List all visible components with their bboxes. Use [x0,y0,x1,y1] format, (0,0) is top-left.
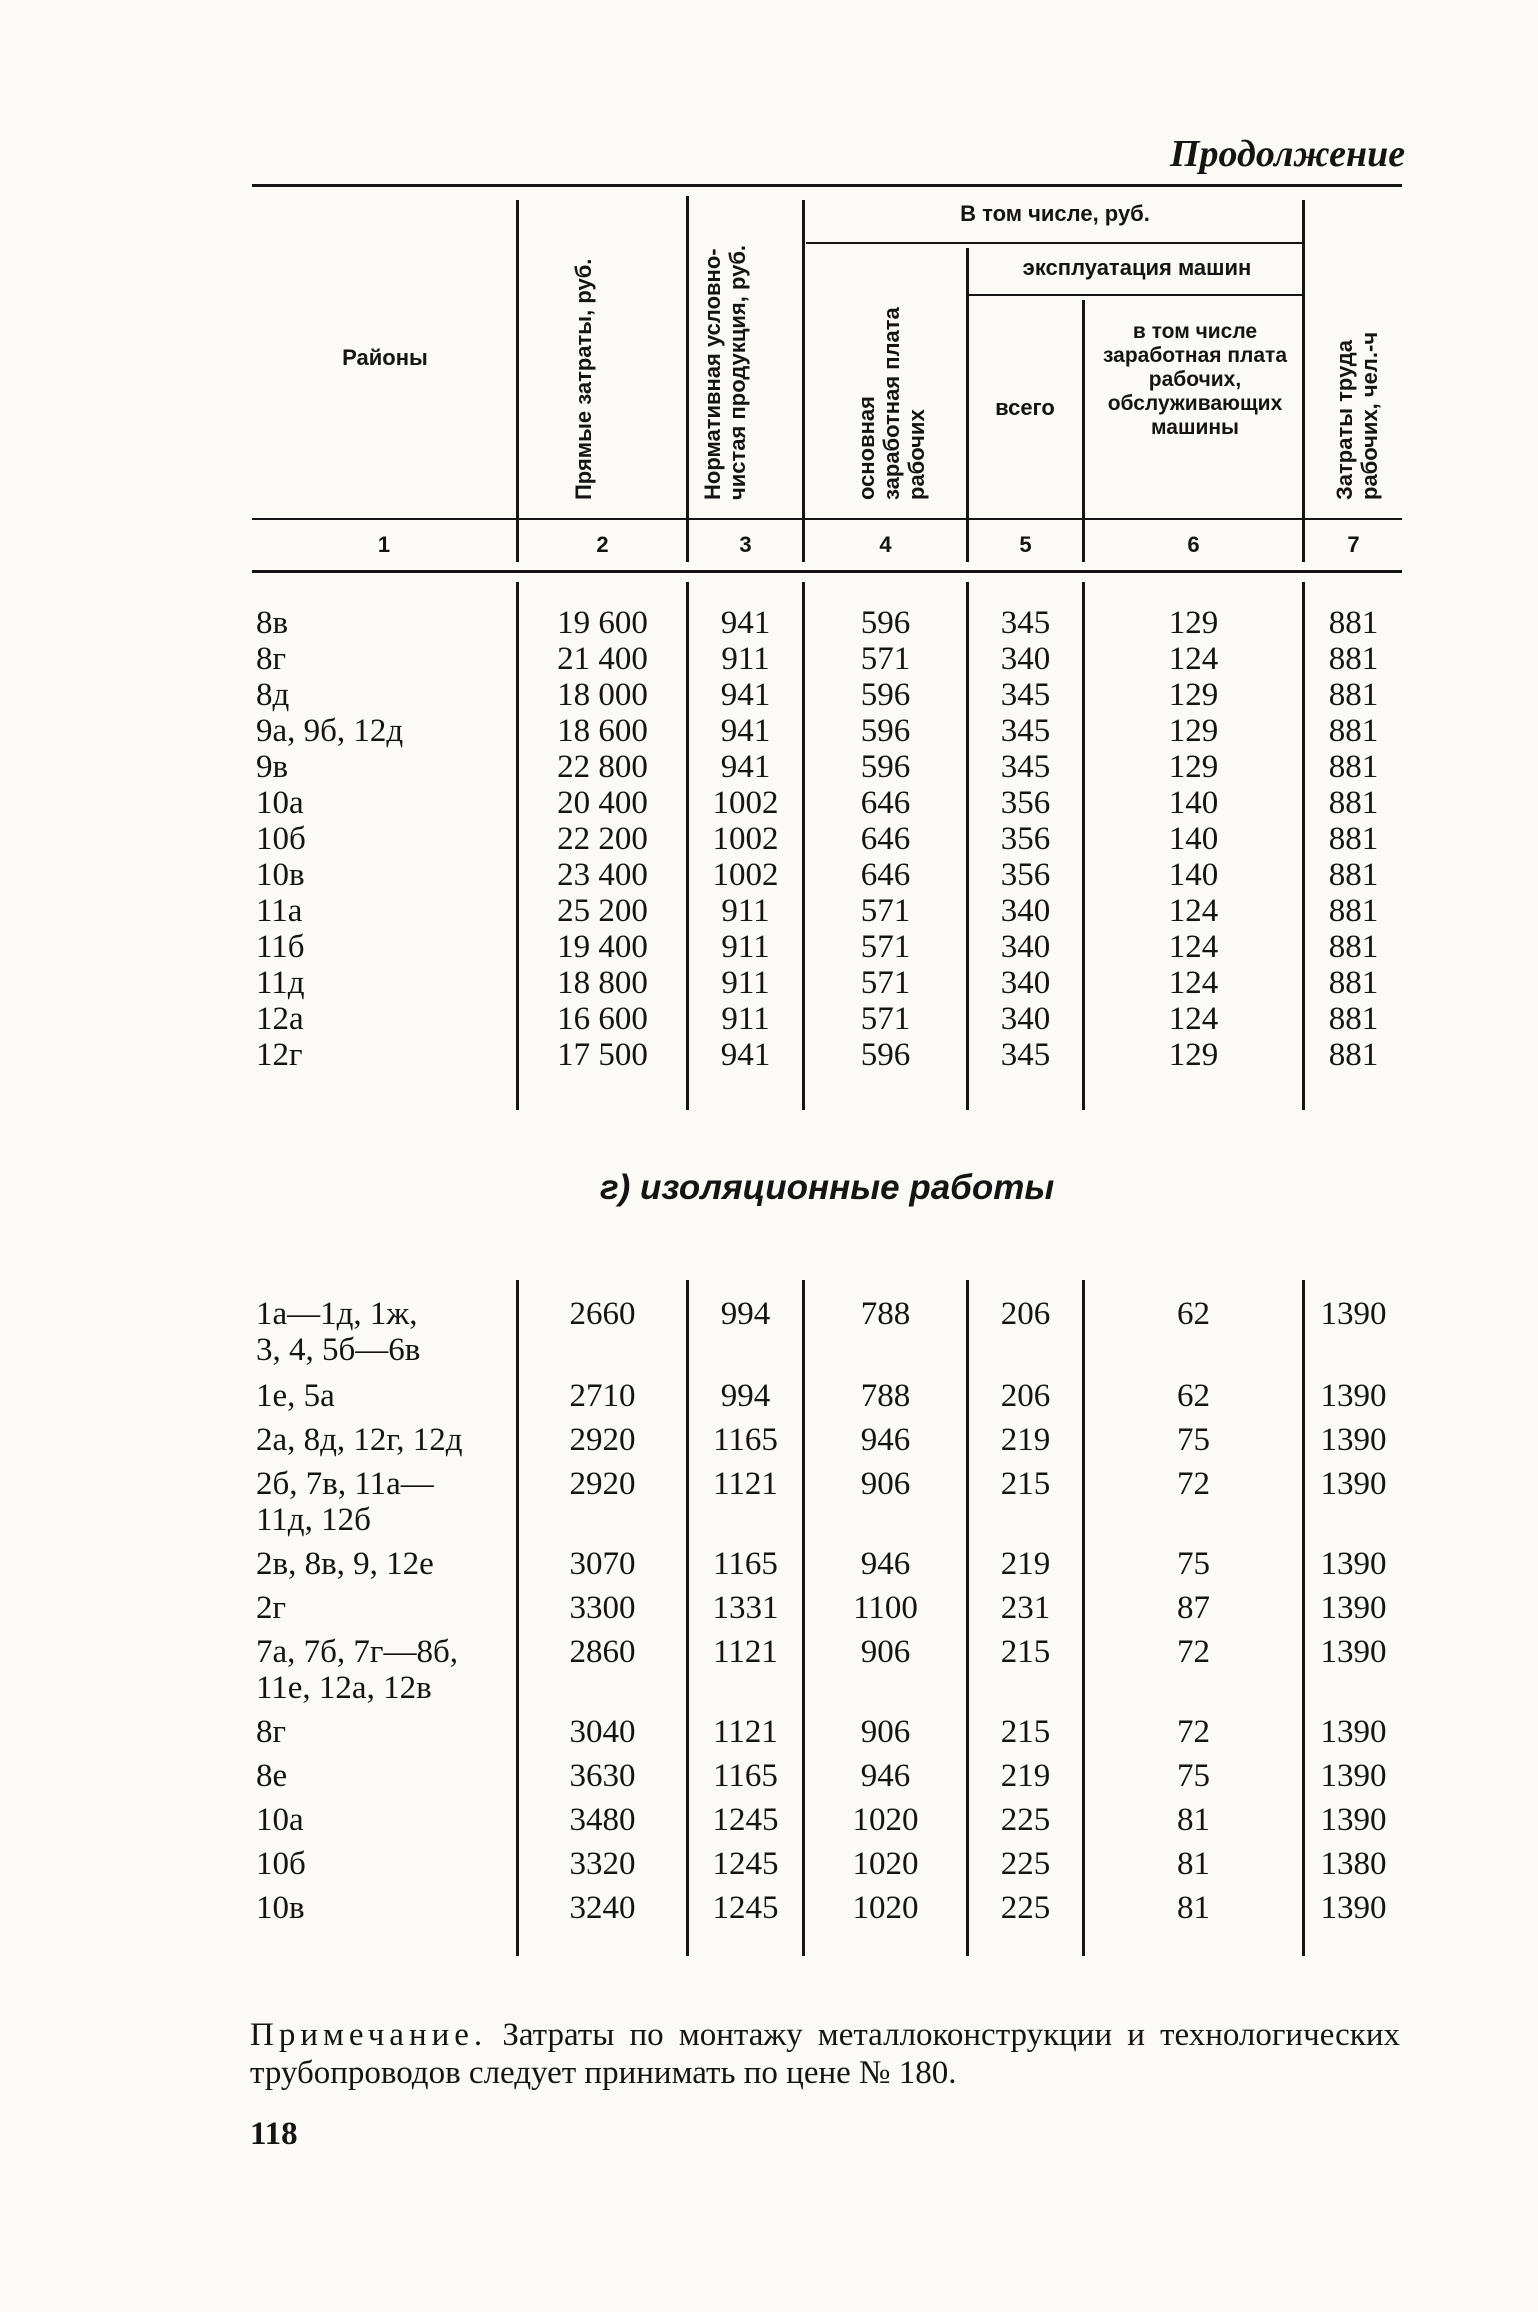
value-cell: 571 [860,929,911,965]
value-cell: 124 [1168,965,1219,1001]
value-cell: 23 400 [557,857,648,893]
region-cell: 11а [256,893,303,929]
value-cell: 881 [1328,929,1379,965]
value-cell: 1245 [712,1802,779,1838]
value-cell: 1020 [852,1802,919,1838]
value-cell: 788 [860,1296,911,1332]
header-total: всего [995,395,1055,420]
value-cell: 124 [1168,1001,1219,1037]
region-cell: 10в [256,1890,305,1926]
value-cell: 1245 [712,1846,779,1882]
value-cell: 18 000 [557,677,648,713]
region-cell: 9а, 9б, 12д [256,713,404,749]
colnum-4: 4 [879,532,892,557]
value-cell: 596 [860,1037,911,1073]
value-cell: 81 [1177,1890,1210,1926]
value-cell: 225 [1000,1890,1051,1926]
value-cell: 1002 [712,857,779,893]
value-cell: 219 [1000,1758,1051,1794]
value-cell: 906 [860,1714,911,1750]
value-cell: 129 [1168,677,1219,713]
value-cell: 1390 [1320,1634,1387,1670]
top-rule [252,184,1402,187]
value-cell: 1390 [1320,1296,1387,1332]
value-cell: 1020 [852,1846,919,1882]
value-cell: 345 [1000,713,1051,749]
value-cell: 356 [1000,785,1051,821]
value-cell: 1002 [712,821,779,857]
value-cell: 911 [721,641,770,677]
value-cell: 2710 [569,1378,636,1414]
region-cell: 12а [256,1001,304,1037]
value-cell: 3240 [569,1890,636,1926]
value-cell: 941 [720,713,771,749]
value-cell: 19 600 [557,605,648,641]
header-bottom-rule [252,518,1402,520]
header-machine-group: эксплуатация машин [1022,255,1252,280]
value-cell: 881 [1328,785,1379,821]
note [250,2016,1400,2092]
value-cell: 3320 [569,1846,636,1882]
value-cell: 906 [860,1466,911,1502]
colnum-3: 3 [739,532,752,557]
value-cell: 72 [1177,1466,1210,1502]
value-cell: 72 [1177,1714,1210,1750]
section-title: г) изоляционные работы [600,1168,1055,1207]
region-cell: 9в [256,749,289,785]
value-cell: 1390 [1320,1422,1387,1458]
hdr-vline-5 [1082,300,1085,562]
value-cell: 3040 [569,1714,636,1750]
value-cell: 124 [1168,893,1219,929]
value-cell: 87 [1177,1590,1210,1626]
value-cell: 911 [721,929,770,965]
value-cell: 219 [1000,1422,1051,1458]
value-cell: 340 [1000,641,1051,677]
value-cell: 1390 [1320,1378,1387,1414]
hdr-vline-3 [802,200,805,562]
value-cell: 62 [1177,1296,1210,1332]
value-cell: 1380 [1320,1846,1387,1882]
value-cell: 2660 [569,1296,636,1332]
header-incl-group: В том числе, руб. [960,201,1150,226]
value-cell: 881 [1328,677,1379,713]
continued-label: Продолжение [1170,133,1406,175]
value-cell: 215 [1000,1714,1051,1750]
value-cell: 941 [720,605,771,641]
region-cell: 10а [256,1802,304,1838]
value-cell: 231 [1000,1590,1051,1626]
region-cell: 2б, 7в, 11а— [256,1466,434,1502]
value-cell: 225 [1000,1802,1051,1838]
value-cell: 81 [1177,1846,1210,1882]
value-cell: 22 800 [557,749,648,785]
value-cell: 596 [860,605,911,641]
value-cell: 3630 [569,1758,636,1794]
region-cell: 2в, 8в, 9, 12е [256,1546,434,1582]
value-cell: 646 [860,785,911,821]
value-cell: 22 200 [557,821,648,857]
value-cell: 129 [1168,713,1219,749]
value-cell: 345 [1000,605,1051,641]
value-cell: 946 [860,1758,911,1794]
value-cell: 345 [1000,749,1051,785]
colnum-7: 7 [1347,532,1360,557]
value-cell: 225 [1000,1846,1051,1882]
value-cell: 1020 [852,1890,919,1926]
region-cell: 8д [256,677,290,713]
value-cell: 1121 [713,1714,778,1750]
region-cell-continued: 11д, 12б [256,1502,371,1538]
region-cell-continued: 3, 4, 5б—6в [256,1332,421,1368]
hdr-vline-6 [1302,200,1305,562]
hdr-vline-1 [516,200,519,562]
value-cell: 1245 [712,1890,779,1926]
region-cell: 8в [256,605,289,641]
value-cell: 340 [1000,965,1051,1001]
region-cell: 12г [256,1037,303,1073]
value-cell: 1165 [713,1758,778,1794]
value-cell: 129 [1168,1037,1219,1073]
value-cell: 18 600 [557,713,648,749]
value-cell: 911 [721,893,770,929]
value-cell: 1390 [1320,1890,1387,1926]
value-cell: 206 [1000,1296,1051,1332]
value-cell: 946 [860,1546,911,1582]
header-labor: Затраты труда рабочих, чел.-ч [1332,331,1382,500]
value-cell: 1121 [713,1466,778,1502]
value-cell: 911 [721,965,770,1001]
value-cell: 881 [1328,1037,1379,1073]
value-cell: 881 [1328,713,1379,749]
colnum-6: 6 [1187,532,1200,557]
value-cell: 906 [860,1634,911,1670]
value-cell: 881 [1328,605,1379,641]
value-cell: 340 [1000,1001,1051,1037]
header-normative-net: Нормативная условно-чистая продукция, руб. [700,244,750,500]
region-cell: 8г [256,641,287,677]
colnum-bottom-rule [252,570,1402,573]
value-cell: 881 [1328,821,1379,857]
value-cell: 215 [1000,1634,1051,1670]
header-basic-wage: основная заработная плата рабочих [854,307,929,500]
value-cell: 356 [1000,857,1051,893]
value-cell: 72 [1177,1634,1210,1670]
value-cell: 3300 [569,1590,636,1626]
value-cell: 994 [720,1296,771,1332]
value-cell: 571 [860,965,911,1001]
value-cell: 941 [720,749,771,785]
hdr-vline-2 [686,196,689,562]
value-cell: 21 400 [557,641,648,677]
region-cell: 10б [256,1846,306,1882]
value-cell: 75 [1177,1758,1210,1794]
value-cell: 124 [1168,929,1219,965]
value-cell: 881 [1328,965,1379,1001]
region-cell: 1е, 5а [256,1378,335,1414]
value-cell: 881 [1328,641,1379,677]
value-cell: 571 [860,641,911,677]
region-cell: 11д [256,965,305,1001]
value-cell: 941 [720,677,771,713]
note-lead: Примечание. [250,2017,488,2053]
machine-rule [968,294,1302,296]
value-cell: 215 [1000,1466,1051,1502]
value-cell: 25 200 [557,893,648,929]
value-cell: 19 400 [557,929,648,965]
page-number: 118 [250,2116,298,2152]
value-cell: 124 [1168,641,1219,677]
value-cell: 75 [1177,1546,1210,1582]
value-cell: 140 [1168,857,1219,893]
value-cell: 946 [860,1422,911,1458]
value-cell: 1390 [1320,1546,1387,1582]
value-cell: 2920 [569,1422,636,1458]
value-cell: 2920 [569,1466,636,1502]
value-cell: 881 [1328,857,1379,893]
value-cell: 646 [860,821,911,857]
region-cell: 1а—1д, 1ж, [256,1296,418,1332]
value-cell: 994 [720,1378,771,1414]
value-cell: 345 [1000,677,1051,713]
region-cell: 11б [256,929,305,965]
value-cell: 881 [1328,749,1379,785]
value-cell: 881 [1328,1001,1379,1037]
value-cell: 219 [1000,1546,1051,1582]
value-cell: 18 800 [557,965,648,1001]
value-cell: 1390 [1320,1802,1387,1838]
value-cell: 1390 [1320,1466,1387,1502]
value-cell: 3070 [569,1546,636,1582]
value-cell: 140 [1168,821,1219,857]
value-cell: 596 [860,713,911,749]
value-cell: 75 [1177,1422,1210,1458]
region-cell-continued: 11е, 12а, 12в [256,1670,432,1706]
value-cell: 1390 [1320,1590,1387,1626]
value-cell: 1121 [713,1634,778,1670]
value-cell: 3480 [569,1802,636,1838]
region-cell: 10в [256,857,305,893]
hdr-vline-4 [966,248,969,562]
header-incl-wage: в том числе заработная плата рабочих, обслуживающих машины [1102,320,1288,439]
value-cell: 1100 [853,1590,918,1626]
value-cell: 1165 [713,1546,778,1582]
value-cell: 788 [860,1378,911,1414]
region-cell: 8г [256,1714,287,1750]
region-cell: 10б [256,821,306,857]
colnum-2: 2 [596,532,609,557]
colnum-1: 1 [377,532,391,557]
group-rule [806,242,1302,244]
value-cell: 1165 [713,1422,778,1458]
value-cell: 20 400 [557,785,648,821]
region-cell: 7а, 7б, 7г—8б, [256,1634,459,1670]
value-cell: 345 [1000,1037,1051,1073]
region-cell: 10а [256,785,304,821]
value-cell: 129 [1168,605,1219,641]
value-cell: 911 [721,1001,770,1037]
note-text: Затраты по монтажу металлоконструкции и технологических трубопроводов следует принимать по цене № 180. [250,2017,1400,2091]
value-cell: 571 [860,1001,911,1037]
header-regions: Районы [342,345,428,370]
value-cell: 596 [860,677,911,713]
region-cell: 2г [256,1590,287,1626]
value-cell: 62 [1177,1378,1210,1414]
value-cell: 129 [1168,749,1219,785]
value-cell: 1390 [1320,1714,1387,1750]
region-cell: 2а, 8д, 12г, 12д [256,1422,463,1458]
value-cell: 340 [1000,893,1051,929]
value-cell: 1002 [712,785,779,821]
value-cell: 1390 [1320,1758,1387,1794]
value-cell: 340 [1000,929,1051,965]
value-cell: 140 [1168,785,1219,821]
value-cell: 16 600 [557,1001,648,1037]
value-cell: 881 [1328,893,1379,929]
value-cell: 571 [860,893,911,929]
header-direct-costs: Прямые затраты, руб. [571,258,596,500]
value-cell: 941 [720,1037,771,1073]
region-cell: 8е [256,1758,288,1794]
value-cell: 596 [860,749,911,785]
value-cell: 1331 [712,1590,779,1626]
value-cell: 356 [1000,821,1051,857]
value-cell: 646 [860,857,911,893]
value-cell: 2860 [569,1634,636,1670]
colnum-5: 5 [1019,532,1032,557]
value-cell: 206 [1000,1378,1051,1414]
value-cell: 81 [1177,1802,1210,1838]
value-cell: 17 500 [557,1037,648,1073]
